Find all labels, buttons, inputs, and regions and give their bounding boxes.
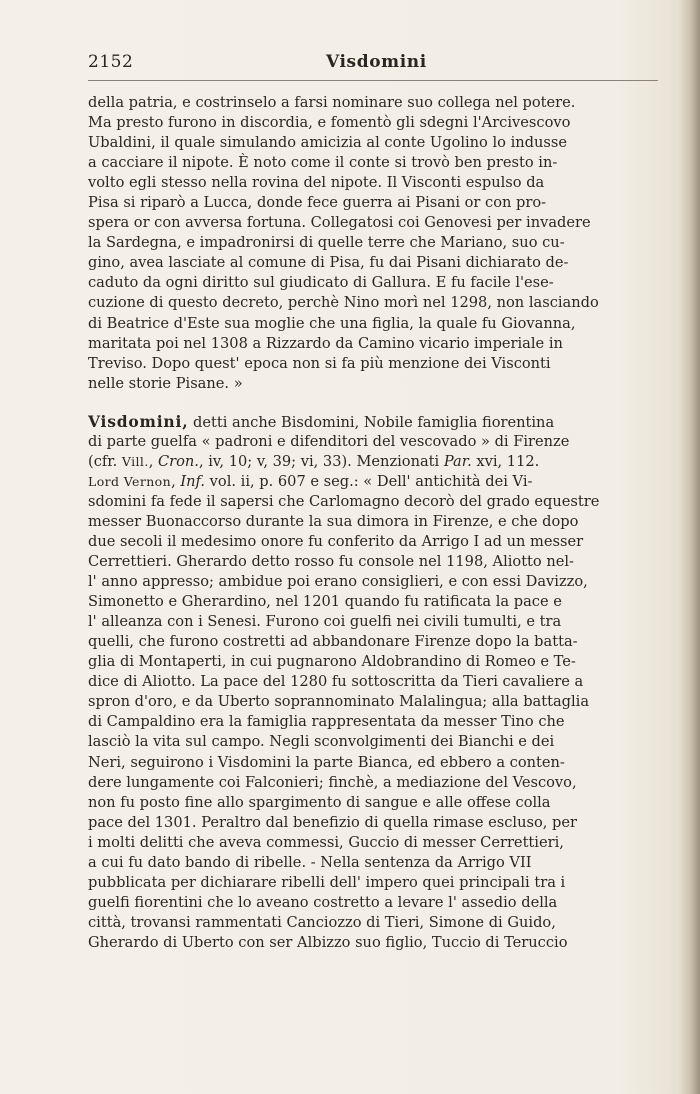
entry-text: detti anche Bisdomini, Nobile famiglia fiorentina xyxy=(188,413,555,431)
text-line: dice di Aliotto. La pace del 1280 fu sottoscritta da Tieri cavaliere a xyxy=(88,673,584,691)
text-line: di Beatrice d'Este sua moglie che una figlia, la quale fu Giovanna, xyxy=(88,314,576,332)
text-line: Simonetto e Gherardino, nel 1201 quando fu ratificata la pace e xyxy=(88,593,562,611)
text-fragment: , iv, 10; v, 39; vi, 33). Menzionati xyxy=(198,452,444,470)
body-text xyxy=(88,93,658,953)
text-line: maritata poi nel 1308 a Rizzardo da Camino vicario imperiale in xyxy=(88,334,563,352)
work-title: Inf. xyxy=(180,472,206,490)
citation-line xyxy=(88,472,658,492)
page-edge-shadow xyxy=(678,0,700,1094)
text-line: dere lungamente coi Falconieri; finchè, a mediazione del Vescovo, xyxy=(88,773,577,791)
text-line: la Sardegna, e impadronirsi di quelle terre che Mariano, suo cu- xyxy=(88,234,565,252)
text-line: l' alleanza con i Senesi. Furono coi guelfi nei civili tumulti, e tra xyxy=(88,613,562,631)
text-line: i molti delitti che aveva commessi, Guccio di messer Cerrettieri, xyxy=(88,833,564,851)
text-line: messer Buonaccorso durante la sua dimora in Firenze, e che dopo xyxy=(88,512,579,530)
author-name: Lord Vernon xyxy=(88,473,172,489)
text-fragment: vol. ii, p. 607 e seg.: « Dell' antichità dei Vi- xyxy=(205,472,533,490)
text-line: città, trovansi rammentati Canciozzo di Tieri, Simone di Guido, xyxy=(88,913,556,931)
text-line: Neri, seguirono i Visdomini la parte Bianca, ed ebbero a conten- xyxy=(88,753,565,771)
text-line: Treviso. Dopo quest' epoca non si fa più menzione dei Visconti xyxy=(88,354,551,372)
text-fragment: , xyxy=(171,472,181,490)
text-line: l' anno appresso; ambidue poi erano consiglieri, e con essi Davizzo, xyxy=(88,573,588,591)
text-fragment: , xyxy=(148,452,158,470)
page-header xyxy=(88,52,658,78)
text-line: nelle storie Pisane. » xyxy=(88,374,243,392)
text-fragment: xvi, 112. xyxy=(471,452,540,470)
work-title: Par. xyxy=(443,452,472,470)
header-rule xyxy=(88,80,658,81)
running-title: Visdomini xyxy=(326,52,427,72)
text-line: gino, avea lasciate al comune di Pisa, fu dai Pisani dichiarato de- xyxy=(88,254,569,272)
text-line: di Campaldino era la famiglia rappresentata da messer Tino che xyxy=(88,713,565,731)
author-abbrev: Vill. xyxy=(121,453,149,469)
text-line: pubblicata per dichiarare ribelli dell' impero quei principali tra i xyxy=(88,873,566,891)
text-line: a cui fu dato bando di ribelle. - Nella sentenza da Arrigo VII xyxy=(88,853,532,871)
text-line: Cerrettieri. Gherardo detto rosso fu console nel 1198, Aliotto nel- xyxy=(88,553,574,571)
text-line: Gherardo di Uberto con ser Albizzo suo figlio, Tuccio di Teruccio xyxy=(88,933,568,951)
text-line: due secoli il medesimo onore fu conferito da Arrigo I ad un messer xyxy=(88,532,584,550)
text-line: guelfi fiorentini che lo aveano costretto a levare l' assedio della xyxy=(88,893,558,911)
text-line: quelli, che furono costretti ad abbandonare Firenze dopo la batta- xyxy=(88,633,578,651)
entry-visdomini xyxy=(88,412,658,953)
text-line: di parte guelfa « padroni e difenditori del vescovado » di Firenze xyxy=(88,432,570,450)
text-line: cuzione di questo decreto, perchè Nino morì nel 1298, non lasciando xyxy=(88,294,599,312)
text-line: spera or con avversa fortuna. Collegatosi coi Genovesi per invadere xyxy=(88,214,591,232)
text-fragment: (cfr. xyxy=(88,452,122,470)
text-line: lasciò la vita sul campo. Negli sconvolgimenti dei Bianchi e dei xyxy=(88,733,555,751)
work-title: Cron. xyxy=(157,452,199,470)
text-line: pace del 1301. Peraltro dal benefizio di quella rimase escluso, per xyxy=(88,813,578,831)
text-line: caduto da ogni diritto sul giudicato di Gallura. E fu facile l'ese- xyxy=(88,274,554,292)
entry-first-line xyxy=(88,412,658,432)
text-line: Pisa si riparò a Lucca, donde fece guerra ai Pisani or con pro- xyxy=(88,194,547,212)
text-line: sdomini fa fede il sapersi che Carlomagno decorò del grado equestre xyxy=(88,492,600,510)
text-line: spron d'oro, e da Uberto soprannominato Malalingua; alla battaglia xyxy=(88,693,590,711)
entry-headword: Visdomini, xyxy=(88,411,189,431)
text-line: Ma presto furono in discordia, e fomentò gli sdegni l'Arcivescovo xyxy=(88,114,571,132)
paragraph-continuation xyxy=(88,93,658,394)
text-line: a cacciare il nipote. È noto come il conte si trovò ben presto in- xyxy=(88,154,558,172)
citation-line xyxy=(88,452,658,472)
text-line: Ubaldini, il quale simulando amicizia al conte Ugolino lo indusse xyxy=(88,134,567,152)
page-number: 2152 xyxy=(88,52,134,72)
paragraph-gap xyxy=(88,394,658,412)
text-line: non fu posto fine allo spargimento di sangue e alle offese colla xyxy=(88,793,551,811)
text-line: volto egli stesso nella rovina del nipote. Il Visconti espulso da xyxy=(88,174,545,192)
text-line: della patria, e costrinselo a farsi nominare suo collega nel potere. xyxy=(88,94,576,111)
text-line: glia di Montaperti, in cui pugnarono Aldobrandino di Romeo e Te- xyxy=(88,653,576,671)
